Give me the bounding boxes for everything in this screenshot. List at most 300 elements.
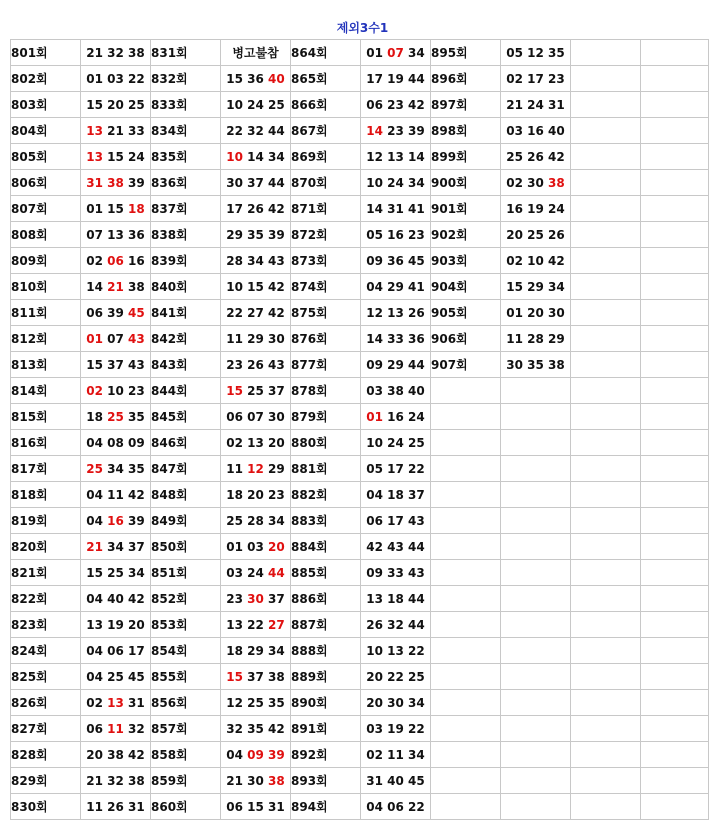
highlighted-number: 38 — [107, 175, 124, 190]
numbers-cell — [641, 40, 709, 66]
number: 01 — [366, 45, 383, 60]
number: 24 — [247, 97, 264, 112]
round-cell — [431, 716, 501, 742]
numbers-cell — [361, 170, 431, 196]
number: 37 — [408, 487, 425, 502]
round-label: 866회 — [291, 98, 328, 112]
round-cell — [11, 690, 81, 716]
round-label: 825회 — [11, 670, 48, 684]
numbers-cell — [81, 586, 151, 612]
number: 36 — [247, 71, 264, 86]
number: 16 — [506, 201, 523, 216]
number: 37 — [268, 383, 285, 398]
numbers-cell — [501, 612, 571, 638]
table-row — [11, 690, 709, 716]
round-label: 867회 — [291, 124, 328, 138]
number: 30 — [527, 175, 544, 190]
number: 37 — [247, 175, 264, 190]
number: 01 — [86, 71, 103, 86]
round-label: 830회 — [11, 800, 48, 814]
numbers-cell — [641, 456, 709, 482]
round-cell — [431, 534, 501, 560]
number: 44 — [408, 357, 425, 372]
number: 32 — [387, 617, 404, 632]
numbers-cell — [361, 612, 431, 638]
round-cell — [151, 66, 221, 92]
number: 37 — [128, 539, 145, 554]
round-cell — [11, 144, 81, 170]
round-cell — [291, 560, 361, 586]
round-label: 832회 — [151, 72, 188, 86]
round-cell — [151, 118, 221, 144]
number: 05 — [366, 461, 383, 476]
numbers-cell — [81, 118, 151, 144]
round-cell — [151, 664, 221, 690]
number: 25 — [247, 383, 264, 398]
numbers-cell — [221, 664, 291, 690]
round-label: 837회 — [151, 202, 188, 216]
number: 25 — [268, 97, 285, 112]
numbers-cell — [641, 378, 709, 404]
number: 29 — [387, 279, 404, 294]
number: 06 — [366, 513, 383, 528]
number: 38 — [107, 747, 124, 762]
numbers-cell — [361, 716, 431, 742]
round-cell — [151, 378, 221, 404]
numbers-cell — [221, 456, 291, 482]
round-cell — [291, 326, 361, 352]
round-cell — [571, 716, 641, 742]
round-label: 903회 — [431, 254, 468, 268]
round-cell — [431, 274, 501, 300]
number: 병고불참 — [232, 46, 279, 60]
numbers-cell — [221, 508, 291, 534]
number: 11 — [107, 487, 124, 502]
table-row — [11, 482, 709, 508]
round-label: 833회 — [151, 98, 188, 112]
number: 04 — [86, 591, 103, 606]
round-label: 822회 — [11, 592, 48, 606]
numbers-cell — [361, 248, 431, 274]
round-cell — [11, 40, 81, 66]
round-cell — [571, 638, 641, 664]
round-label: 901회 — [431, 202, 468, 216]
number: 35 — [128, 409, 145, 424]
round-cell — [571, 612, 641, 638]
numbers-cell — [641, 326, 709, 352]
numbers-cell — [361, 768, 431, 794]
numbers-cell — [221, 768, 291, 794]
number: 24 — [128, 149, 145, 164]
round-label: 801회 — [11, 46, 48, 60]
number: 02 — [226, 435, 243, 450]
number: 09 — [366, 357, 383, 372]
numbers-cell — [221, 40, 291, 66]
number: 18 — [387, 487, 404, 502]
numbers-cell — [361, 664, 431, 690]
number: 43 — [387, 539, 404, 554]
numbers-cell — [361, 118, 431, 144]
number: 14 — [366, 201, 383, 216]
numbers-cell — [221, 326, 291, 352]
number: 37 — [268, 591, 285, 606]
numbers-cell — [221, 690, 291, 716]
numbers-cell — [641, 118, 709, 144]
round-label: 820회 — [11, 540, 48, 554]
number: 10 — [366, 175, 383, 190]
round-cell — [291, 716, 361, 742]
number: 22 — [247, 617, 264, 632]
round-cell — [291, 430, 361, 456]
number: 15 — [86, 357, 103, 372]
round-cell — [151, 430, 221, 456]
table-row — [11, 40, 709, 66]
table-row — [11, 768, 709, 794]
round-cell — [151, 196, 221, 222]
number: 19 — [387, 721, 404, 736]
number: 42 — [366, 539, 383, 554]
number: 39 — [268, 227, 285, 242]
number: 11 — [387, 747, 404, 762]
number: 38 — [268, 669, 285, 684]
round-label: 814회 — [11, 384, 48, 398]
highlighted-number: 25 — [86, 461, 103, 476]
round-cell — [11, 794, 81, 820]
number: 38 — [128, 45, 145, 60]
numbers-cell — [221, 196, 291, 222]
numbers-cell — [361, 274, 431, 300]
number: 26 — [366, 617, 383, 632]
round-cell — [571, 66, 641, 92]
number: 43 — [268, 253, 285, 268]
numbers-cell — [501, 144, 571, 170]
round-label: 881회 — [291, 462, 328, 476]
round-label: 827회 — [11, 722, 48, 736]
highlighted-number: 10 — [226, 149, 243, 164]
numbers-cell — [501, 378, 571, 404]
number: 17 — [128, 643, 145, 658]
numbers-cell — [501, 508, 571, 534]
round-cell — [151, 222, 221, 248]
round-cell — [571, 560, 641, 586]
numbers-cell — [641, 534, 709, 560]
numbers-cell — [81, 378, 151, 404]
highlighted-number: 01 — [366, 409, 383, 424]
number: 04 — [86, 435, 103, 450]
round-cell — [11, 300, 81, 326]
number: 34 — [268, 149, 285, 164]
numbers-cell — [221, 378, 291, 404]
number: 40 — [107, 591, 124, 606]
number: 16 — [387, 227, 404, 242]
round-label: 816회 — [11, 436, 48, 450]
numbers-cell — [501, 560, 571, 586]
round-label: 874회 — [291, 280, 328, 294]
numbers-cell — [641, 664, 709, 690]
round-label: 870회 — [291, 176, 328, 190]
number: 04 — [366, 799, 383, 814]
number: 17 — [226, 201, 243, 216]
round-cell — [291, 794, 361, 820]
number: 42 — [268, 305, 285, 320]
highlighted-number: 06 — [107, 253, 124, 268]
number: 24 — [387, 175, 404, 190]
round-cell — [151, 404, 221, 430]
numbers-cell — [221, 66, 291, 92]
numbers-cell — [221, 560, 291, 586]
round-cell — [431, 144, 501, 170]
numbers-cell — [221, 144, 291, 170]
number: 38 — [128, 279, 145, 294]
number: 34 — [107, 539, 124, 554]
number: 15 — [506, 279, 523, 294]
numbers-cell — [81, 326, 151, 352]
number: 09 — [366, 253, 383, 268]
round-cell — [571, 274, 641, 300]
round-cell — [571, 300, 641, 326]
round-label: 879회 — [291, 410, 328, 424]
round-label: 834회 — [151, 124, 188, 138]
table-row — [11, 742, 709, 768]
number: 10 — [366, 435, 383, 450]
numbers-cell — [641, 560, 709, 586]
number: 10 — [366, 643, 383, 658]
number: 04 — [366, 487, 383, 502]
round-cell — [291, 300, 361, 326]
round-cell — [11, 586, 81, 612]
round-label: 900회 — [431, 176, 468, 190]
round-label: 887회 — [291, 618, 328, 632]
numbers-cell — [641, 690, 709, 716]
number: 37 — [107, 357, 124, 372]
numbers-cell — [361, 300, 431, 326]
round-cell — [11, 378, 81, 404]
round-cell — [571, 404, 641, 430]
round-cell — [431, 66, 501, 92]
number: 03 — [506, 123, 523, 138]
number: 39 — [128, 513, 145, 528]
numbers-cell — [641, 248, 709, 274]
number: 15 — [107, 201, 124, 216]
number: 04 — [86, 643, 103, 658]
round-label: 823회 — [11, 618, 48, 632]
number: 17 — [366, 71, 383, 86]
round-cell — [291, 404, 361, 430]
number: 43 — [408, 513, 425, 528]
number: 19 — [527, 201, 544, 216]
highlighted-number: 38 — [268, 773, 285, 788]
number: 17 — [387, 461, 404, 476]
numbers-cell — [81, 66, 151, 92]
number: 23 — [128, 383, 145, 398]
number: 42 — [268, 201, 285, 216]
numbers-cell — [501, 196, 571, 222]
round-label: 808회 — [11, 228, 48, 242]
number: 23 — [226, 591, 243, 606]
numbers-cell — [641, 92, 709, 118]
number: 44 — [408, 71, 425, 86]
round-cell — [431, 300, 501, 326]
numbers-cell — [501, 274, 571, 300]
number: 16 — [387, 409, 404, 424]
highlighted-number: 20 — [268, 539, 285, 554]
round-label: 813회 — [11, 358, 48, 372]
number: 20 — [107, 97, 124, 112]
number: 25 — [506, 149, 523, 164]
number: 29 — [268, 461, 285, 476]
numbers-cell — [641, 404, 709, 430]
number: 03 — [247, 539, 264, 554]
number: 42 — [128, 747, 145, 762]
round-cell — [571, 352, 641, 378]
numbers-cell — [641, 352, 709, 378]
round-cell — [291, 742, 361, 768]
round-label: 806회 — [11, 176, 48, 190]
highlighted-number: 43 — [128, 331, 145, 346]
round-cell — [431, 196, 501, 222]
number: 16 — [128, 253, 145, 268]
number: 06 — [86, 721, 103, 736]
highlighted-number: 18 — [128, 201, 145, 216]
number: 03 — [107, 71, 124, 86]
highlighted-number: 14 — [366, 123, 383, 138]
number: 35 — [247, 227, 264, 242]
number: 13 — [86, 617, 103, 632]
numbers-cell — [81, 664, 151, 690]
number: 26 — [408, 305, 425, 320]
number: 22 — [226, 305, 243, 320]
round-cell — [151, 274, 221, 300]
numbers-cell — [501, 482, 571, 508]
number: 44 — [268, 123, 285, 138]
highlighted-number: 21 — [107, 279, 124, 294]
round-cell — [291, 638, 361, 664]
number: 29 — [527, 279, 544, 294]
round-cell — [151, 326, 221, 352]
round-label: 876회 — [291, 332, 328, 346]
round-label: 898회 — [431, 124, 468, 138]
number: 03 — [366, 721, 383, 736]
number: 34 — [268, 513, 285, 528]
round-cell — [291, 118, 361, 144]
numbers-cell — [361, 222, 431, 248]
number: 42 — [268, 721, 285, 736]
numbers-cell — [361, 378, 431, 404]
number: 32 — [247, 123, 264, 138]
number: 34 — [408, 747, 425, 762]
round-cell — [11, 326, 81, 352]
number: 26 — [247, 201, 264, 216]
round-label: 872회 — [291, 228, 328, 242]
table-row — [11, 716, 709, 742]
number: 45 — [408, 773, 425, 788]
numbers-cell — [361, 690, 431, 716]
number: 11 — [226, 461, 243, 476]
number: 30 — [387, 695, 404, 710]
number: 06 — [86, 305, 103, 320]
round-label: 819회 — [11, 514, 48, 528]
number: 23 — [548, 71, 565, 86]
round-cell — [11, 248, 81, 274]
number: 18 — [226, 487, 243, 502]
numbers-cell — [221, 482, 291, 508]
number: 29 — [387, 357, 404, 372]
number: 06 — [226, 409, 243, 424]
round-cell — [11, 92, 81, 118]
round-cell — [431, 248, 501, 274]
number: 13 — [247, 435, 264, 450]
round-label: 896회 — [431, 72, 468, 86]
table-row — [11, 664, 709, 690]
number: 25 — [527, 227, 544, 242]
round-cell — [11, 66, 81, 92]
round-cell — [11, 638, 81, 664]
round-label: 877회 — [291, 358, 328, 372]
number: 44 — [268, 175, 285, 190]
round-cell — [151, 560, 221, 586]
numbers-cell — [501, 534, 571, 560]
number: 31 — [387, 201, 404, 216]
number: 20 — [366, 669, 383, 684]
round-cell — [291, 92, 361, 118]
numbers-cell — [81, 40, 151, 66]
number: 44 — [408, 591, 425, 606]
number: 10 — [107, 383, 124, 398]
table-row — [11, 352, 709, 378]
number: 41 — [408, 279, 425, 294]
round-cell — [291, 66, 361, 92]
number: 14 — [408, 149, 425, 164]
highlighted-number: 38 — [548, 175, 565, 190]
number: 42 — [548, 149, 565, 164]
numbers-cell — [221, 352, 291, 378]
round-cell — [571, 768, 641, 794]
number: 29 — [226, 227, 243, 242]
number: 41 — [408, 201, 425, 216]
highlighted-number: 27 — [268, 617, 285, 632]
number: 42 — [408, 97, 425, 112]
round-cell — [571, 170, 641, 196]
round-cell — [571, 508, 641, 534]
number: 30 — [548, 305, 565, 320]
round-label: 856회 — [151, 696, 188, 710]
numbers-cell — [361, 534, 431, 560]
numbers-cell — [361, 144, 431, 170]
table-row — [11, 612, 709, 638]
round-cell — [571, 482, 641, 508]
round-label: 888회 — [291, 644, 328, 658]
round-cell — [11, 274, 81, 300]
number: 11 — [86, 799, 103, 814]
number: 29 — [548, 331, 565, 346]
round-label: 847회 — [151, 462, 188, 476]
number: 09 — [128, 435, 145, 450]
round-label: 849회 — [151, 514, 188, 528]
number: 20 — [247, 487, 264, 502]
number: 22 — [408, 643, 425, 658]
round-cell — [151, 638, 221, 664]
numbers-cell — [501, 248, 571, 274]
round-cell — [11, 716, 81, 742]
round-cell — [571, 196, 641, 222]
number: 06 — [107, 643, 124, 658]
round-label: 842회 — [151, 332, 188, 346]
number: 32 — [128, 721, 145, 736]
number: 13 — [226, 617, 243, 632]
number: 39 — [408, 123, 425, 138]
round-cell — [431, 170, 501, 196]
number: 35 — [128, 461, 145, 476]
